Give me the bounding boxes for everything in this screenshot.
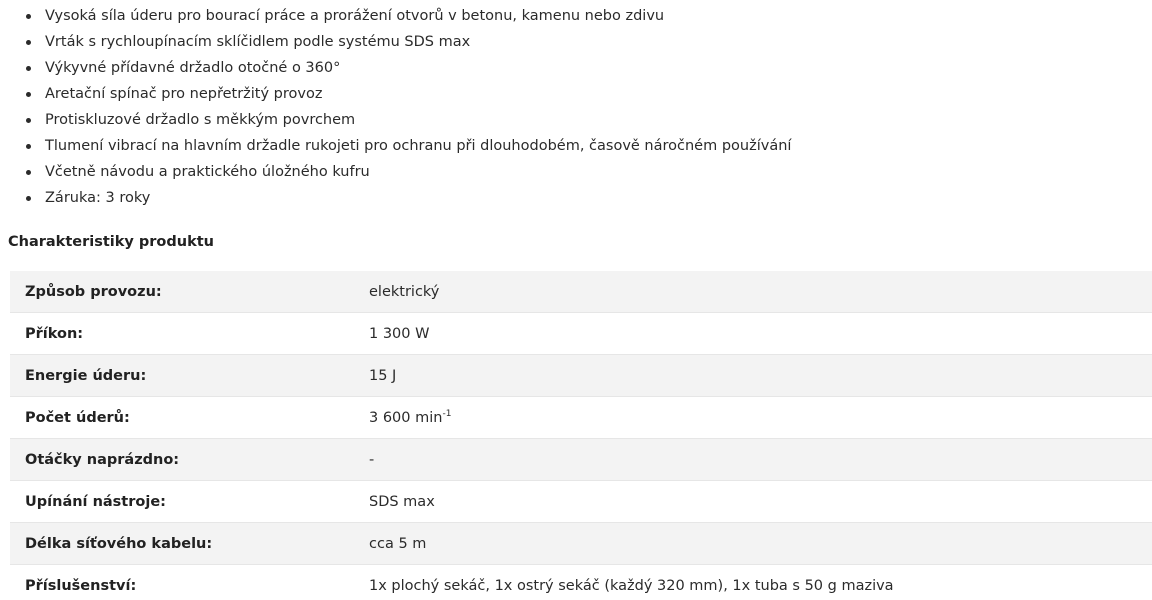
spec-value: 15 J (355, 355, 1152, 397)
feature-list (0, 3, 791, 211)
table-row (10, 355, 1152, 397)
feature-item (0, 133, 791, 159)
bullet-icon (26, 196, 31, 201)
feature-text: Vysoká síla úderu pro bourací práce a prorážení otvorů v betonu, kamenu nebo zdivu (45, 8, 665, 24)
feature-item (0, 107, 791, 133)
unit-exponent: -1 (442, 408, 452, 419)
bullet-icon (26, 40, 31, 45)
spec-label: Příkon: (10, 313, 355, 355)
spec-label: Příslušenství: (10, 565, 355, 600)
feature-item (0, 3, 791, 29)
feature-text: Vrták s rychloupínacím sklíčidlem podle systému SDS max (45, 34, 471, 50)
spec-value: SDS max (355, 481, 1152, 523)
bullet-icon (26, 92, 31, 97)
feature-text: Aretační spínač pro nepřetržitý provoz (45, 86, 323, 102)
spec-value: elektrický (355, 271, 1152, 313)
spec-value: 1 300 W (355, 313, 1152, 355)
bullet-icon (26, 14, 31, 19)
bullet-icon (26, 170, 31, 175)
spec-value: 1x plochý sekáč, 1x ostrý sekáč (každý 320 mm), 1x tuba s 50 g maziva (355, 565, 1152, 600)
spec-value: cca 5 m (355, 523, 1152, 565)
feature-item (0, 185, 791, 211)
table-row (10, 481, 1152, 523)
table-row (10, 397, 1152, 439)
feature-item (0, 159, 791, 185)
table-row (10, 271, 1152, 313)
table-row (10, 439, 1152, 481)
section-title: Charakteristiky produktu (8, 234, 214, 250)
spec-label: Počet úderů: (10, 397, 355, 439)
feature-item (0, 55, 791, 81)
specs-table (10, 271, 1152, 600)
spec-value: - (355, 439, 1152, 481)
feature-text: Včetně návodu a praktického úložného kufru (45, 164, 370, 180)
feature-text: Záruka: 3 roky (45, 190, 151, 206)
feature-text: Tlumení vibrací na hlavním držadle rukojeti pro ochranu při dlouhodobém, časově náročném používání (45, 138, 792, 154)
bullet-icon (26, 118, 31, 123)
bullet-icon (26, 66, 31, 71)
feature-text: Protiskluzové držadlo s měkkým povrchem (45, 112, 356, 128)
feature-text: Výkyvné přídavné držadlo otočné o 360° (45, 60, 341, 76)
spec-label: Způsob provozu: (10, 271, 355, 313)
spec-label: Upínání nástroje: (10, 481, 355, 523)
table-row (10, 523, 1152, 565)
spec-label: Energie úderu: (10, 355, 355, 397)
feature-item (0, 81, 791, 107)
table-row (10, 565, 1152, 600)
table-row (10, 313, 1152, 355)
spec-value: 3 600 $\min^{-1}$ (355, 397, 1152, 439)
bullet-icon (26, 144, 31, 149)
spec-label: Otáčky naprázdno: (10, 439, 355, 481)
feature-item (0, 29, 791, 55)
spec-label: Délka síťového kabelu: (10, 523, 355, 565)
